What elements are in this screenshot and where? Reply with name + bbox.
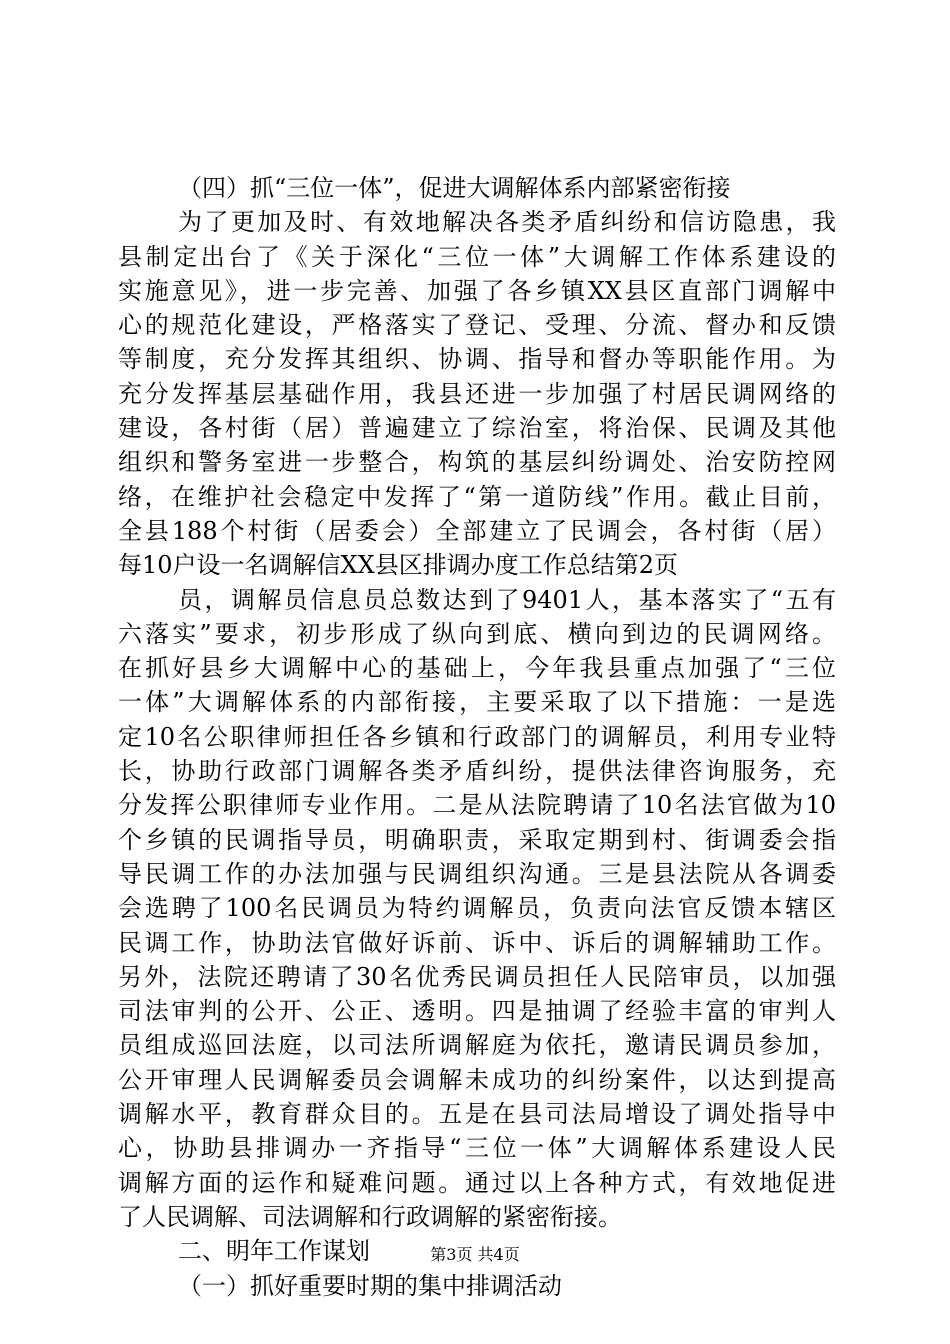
text-line: 为了更加及时、有效地解决各类矛盾纠纷和信访隐患，我 bbox=[178, 208, 836, 237]
text-line: 每10户设一名调解信XX县区排调办度工作总结第2页 bbox=[118, 551, 678, 580]
text-line: 县制定出台了《关于深化“三位一体”大调解工作体系建设的 bbox=[118, 242, 836, 271]
text-line: 心的规范化建设，严格落实了登记、受理、分流、督办和反馈 bbox=[118, 311, 836, 340]
text-line: 了人民调解、司法调解和行政调解的紧密衔接。 bbox=[118, 1202, 622, 1231]
text-line: 员，调解员信息员总数达到了9401人，基本落实了“五有 bbox=[178, 585, 836, 614]
text-line: 建设，各村街（居）普遍建立了综治室，将治保、民调及其他 bbox=[118, 414, 836, 443]
text-line: 个乡镇的民调指导员，明确职责，采取定期到村、街调委会指 bbox=[118, 825, 836, 854]
text-line: 一体”大调解体系的内部衔接，主要采取了以下措施：一是选 bbox=[118, 688, 836, 717]
text-line: 公开审理人民调解委员会调解未成功的纠纷案件，以达到提高 bbox=[118, 1065, 836, 1094]
page-footer: 第3页 共4页 bbox=[430, 1245, 520, 1264]
text-line: 民调工作，协助法官做好诉前、诉中、诉后的调解辅助工作。 bbox=[118, 928, 836, 957]
text-line: 充分发挥基层基础作用，我县还进一步加强了村居民调网络的 bbox=[118, 379, 836, 408]
text-line: 另外，法院还聘请了30名优秀民调员担任人民陪审员，以加强 bbox=[118, 962, 836, 991]
text-line: 等制度，充分发挥其组织、协调、指导和督办等职能作用。为 bbox=[118, 345, 836, 374]
text-line: 司法审判的公开、公正、透明。四是抽调了经验丰富的审判人 bbox=[118, 997, 836, 1026]
text-line: 实施意见》，进一步完善、加强了各乡镇XX县区直部门调解中 bbox=[118, 276, 836, 305]
text-line: 组织和警务室进一步整合，构筑的基层纠纷调处、治安防控网 bbox=[118, 448, 836, 477]
text-line: 长，协助行政部门调解各类矛盾纠纷，提供法律咨询服务，充 bbox=[118, 757, 836, 786]
text-line: 全县188个村街（居委会）全部建立了民调会，各村街（居） bbox=[118, 516, 836, 545]
text-line: 调解水平，教育群众目的。五是在县司法局增设了调处指导中 bbox=[118, 1100, 836, 1129]
text-line: （一）抓好重要时期的集中排调活动 bbox=[178, 1271, 562, 1300]
text-line: 分发挥公职律师专业作用。二是从法院聘请了10名法官做为10 bbox=[118, 791, 836, 820]
text-line: 络，在维护社会稳定中发挥了“第一道防线”作用。截止目前， bbox=[118, 482, 836, 511]
text-line: 员组成巡回法庭，以司法所调解庭为依托，邀请民调员参加， bbox=[118, 1031, 836, 1060]
text-line: 调解方面的运作和疑难问题。通过以上各种方式，有效地促进 bbox=[118, 1168, 836, 1197]
text-line: 在抓好县乡大调解中心的基础上，今年我县重点加强了“三位 bbox=[118, 654, 836, 683]
text-line: （四）抓“三位一体”，促进大调解体系内部紧密衔接 bbox=[178, 174, 731, 202]
text-line: 定10名公职律师担任各乡镇和行政部门的调解员，利用专业特 bbox=[118, 722, 836, 751]
text-line: 六落实”要求，初步形成了纵向到底、横向到边的民调网络。 bbox=[118, 619, 836, 648]
document-body bbox=[118, 171, 836, 1303]
text-line: 二、明年工作谋划 bbox=[178, 1237, 370, 1266]
text-line: 会选聘了100名民调员为特约调解员，负责向法官反馈本辖区 bbox=[118, 894, 836, 923]
text-line: 导民调工作的办法加强与民调组织沟通。三是县法院从各调委 bbox=[118, 859, 836, 888]
text-line: 心，协助县排调办一齐指导“三位一体”大调解体系建设人民 bbox=[118, 1134, 836, 1163]
